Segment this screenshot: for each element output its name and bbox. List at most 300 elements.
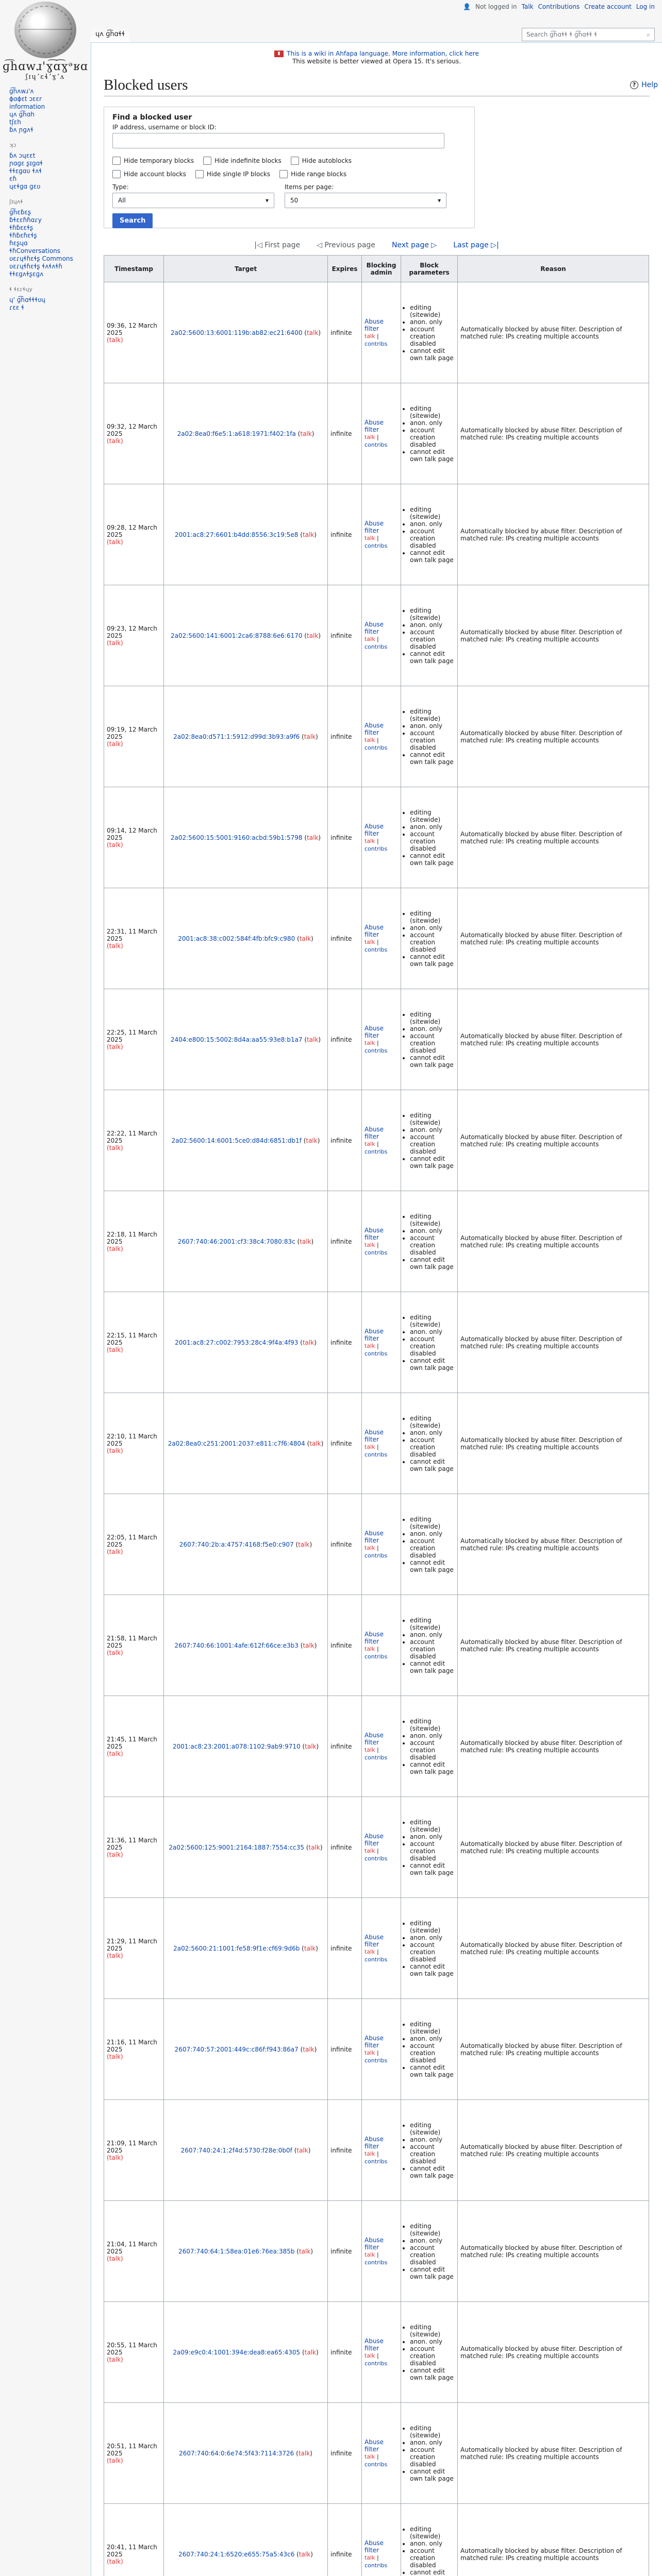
- sidebar-link[interactable]: ɡ͡hɛɓɛʂ: [9, 209, 31, 216]
- timestamp: 22:15, 11 March 2025: [107, 1331, 157, 1346]
- ip-username-input[interactable]: [112, 133, 444, 148]
- admin-contribs-link[interactable]: contribs: [365, 340, 388, 347]
- block-param: • cannot edit own talk page: [410, 1963, 455, 1977]
- admin-contribs-link[interactable]: contribs: [365, 2259, 388, 2266]
- reason-text: Automatically blocked by abuse filter. Description of matched rule: IPs creating multiple accounts: [460, 931, 622, 946]
- ip-talk-link[interactable]: (talk): [107, 639, 123, 647]
- admin-contribs-link[interactable]: contribs: [365, 441, 388, 448]
- sidebar-link[interactable]: ʋɛɾɥɬɦɛɬʂ Commons: [9, 255, 73, 262]
- ip-talk-text[interactable]: talk: [109, 942, 121, 950]
- block-parameters-cell: [401, 888, 458, 989]
- sidebar-link[interactable]: ɬɬɛɡʌɬʂɛɡʌ: [9, 270, 44, 278]
- target-ip-link[interactable]: 2607:740:64:0:6e74:5f43:7114:3726: [179, 2449, 294, 2457]
- ip-talk-text[interactable]: talk: [109, 2053, 121, 2060]
- reason-cell: [458, 2201, 649, 2302]
- reason-text: Automatically blocked by abuse filter. Description of matched rule: IPs creating multiple accounts: [460, 830, 622, 845]
- sidebar-link[interactable]: ɾɛɛ ɬ: [9, 304, 24, 311]
- block-parameters-cell: [401, 989, 458, 1090]
- filter-checkbox[interactable]: [112, 157, 194, 165]
- site-logo[interactable]: [0, 0, 91, 82]
- target-talk-link[interactable]: talk: [302, 531, 315, 538]
- ip-talk-text[interactable]: talk: [109, 1245, 121, 1252]
- target-ip-link[interactable]: 2607:740:2b:a:4757:4168:f5e0:c907: [179, 1540, 294, 1548]
- admin-contribs-link[interactable]: contribs: [365, 2562, 388, 2569]
- target-ip-link[interactable]: 2001:ac8:27:c002:7953:28c4:9f4a:4f93: [175, 1338, 299, 1346]
- reason-cell: [458, 1696, 649, 1797]
- ip-talk-text[interactable]: talk: [109, 2456, 121, 2464]
- ip-talk-text[interactable]: talk: [109, 1043, 121, 1050]
- ip-talk-text[interactable]: talk: [109, 841, 121, 849]
- target-talk-link[interactable]: talk: [303, 2045, 315, 2053]
- admin-link[interactable]: Abuse filter: [365, 2236, 384, 2251]
- next-page-link[interactable]: Next page ▷: [391, 241, 437, 249]
- log-in-link[interactable]: Log in: [636, 3, 655, 10]
- block-param: • editing (sitewide): [410, 2324, 455, 2338]
- params-list: [404, 2324, 455, 2381]
- sidebar-link[interactable]: ʋɛɾɥɬɦɛɬʂ ɬʌɬʌɬɦ: [9, 263, 62, 270]
- target-talk-link[interactable]: talk: [298, 1540, 310, 1548]
- target-talk-link[interactable]: talk: [299, 935, 311, 942]
- filter-checkbox[interactable]: [112, 170, 186, 178]
- block-param: • editing (sitewide): [410, 1617, 455, 1631]
- target-ip-link[interactable]: 2a09:e9c0:4:1001:394e:dea8:ea65:4305: [173, 2348, 301, 2356]
- admin-talk-link[interactable]: talk: [365, 2251, 375, 2258]
- admin-talk-link[interactable]: talk: [365, 1039, 375, 1046]
- admin-link[interactable]: Abuse filter: [365, 2539, 384, 2554]
- block-param: • cannot edit own talk page: [410, 852, 455, 867]
- expires-cell: [328, 1696, 362, 1797]
- admin-talk-link[interactable]: talk: [365, 534, 375, 541]
- admin-link[interactable]: Abuse filter: [365, 1529, 384, 1544]
- ip-talk-link[interactable]: (talk): [107, 1750, 123, 1757]
- personal-tools: [463, 3, 655, 10]
- block-param: • account creation disabled: [410, 1941, 455, 1963]
- admin-contribs-link[interactable]: contribs: [365, 1350, 388, 1357]
- sidebar-link[interactable]: ɦɛʂɥɑ: [9, 240, 28, 247]
- target-ip-link[interactable]: 2a02:5600:21:1001:fe58:9f1e:cf69:9d6b: [173, 1944, 300, 1952]
- blocking-admin-cell: [362, 1595, 401, 1696]
- admin-tools: talk | contribs: [365, 635, 388, 650]
- ip-talk-text[interactable]: talk: [109, 1952, 121, 1959]
- admin-contribs-link[interactable]: contribs: [365, 1956, 388, 1963]
- column-header: Expires: [328, 256, 362, 282]
- target-talk-link[interactable]: talk: [304, 733, 316, 740]
- admin-talk-link[interactable]: talk: [365, 1241, 375, 1248]
- admin-contribs-link[interactable]: contribs: [365, 845, 388, 852]
- search-button[interactable]: Search: [112, 213, 153, 228]
- column-header: Reason: [458, 256, 649, 282]
- admin-link[interactable]: Abuse filter: [365, 1428, 384, 1443]
- params-list: [404, 1617, 455, 1674]
- ip-talk-text[interactable]: talk: [109, 1144, 121, 1151]
- timestamp-cell: [104, 585, 164, 686]
- expires-value: infinite: [330, 733, 352, 740]
- admin-tools: talk | contribs: [365, 2251, 388, 2266]
- admin-contribs-link[interactable]: contribs: [365, 1855, 388, 1862]
- ip-talk-link[interactable]: (talk): [107, 1043, 123, 1050]
- checkbox-box[interactable]: [279, 170, 288, 178]
- admin-talk-link[interactable]: talk: [365, 1443, 375, 1450]
- type-select-value: All: [118, 197, 126, 204]
- target-talk-link[interactable]: talk: [307, 834, 319, 841]
- target-talk-link[interactable]: talk: [308, 1843, 320, 1851]
- table-row: [104, 484, 649, 585]
- target-talk-link[interactable]: talk: [304, 1944, 316, 1952]
- ip-talk-text[interactable]: talk: [109, 437, 121, 445]
- target-cell: 2a02:5600:14:6001:5ce0:d84d:6851:db1f (talk): [164, 1090, 328, 1191]
- reason-text: Automatically blocked by abuse filter. Description of matched rule: IPs creating multiple accounts: [460, 1234, 622, 1249]
- ip-talk-link[interactable]: (talk): [107, 2255, 123, 2262]
- block-param: • anon. only: [410, 2338, 455, 2345]
- block-param: • editing (sitewide): [410, 1415, 455, 1429]
- admin-contribs-link[interactable]: contribs: [365, 1451, 388, 1458]
- target-ip-link[interactable]: 2a02:5600:125:9001:2164:1887:7554:cc35: [169, 1843, 305, 1851]
- ip-talk-link[interactable]: (talk): [107, 1851, 123, 1858]
- namespace-tabs: [91, 27, 129, 42]
- admin-contribs-link[interactable]: contribs: [365, 1552, 388, 1559]
- ip-talk-link[interactable]: (talk): [107, 2154, 123, 2161]
- block-param: • anon. only: [410, 2035, 455, 2042]
- expires-value: infinite: [330, 632, 352, 639]
- checkbox-box[interactable]: [291, 157, 299, 165]
- timestamp-cell: [104, 1090, 164, 1191]
- search-input[interactable]: [522, 28, 655, 41]
- admin-contribs-link[interactable]: contribs: [365, 744, 388, 751]
- admin-link[interactable]: Abuse filter: [365, 2034, 384, 2049]
- admin-contribs-link[interactable]: contribs: [365, 1249, 388, 1256]
- admin-talk-link[interactable]: talk: [365, 736, 375, 743]
- ip-talk-link[interactable]: (talk): [107, 2456, 123, 2464]
- checkbox-label: Hide indefinite blocks: [214, 157, 282, 164]
- sidebar-links: [9, 209, 91, 278]
- sidebar-link[interactable]: ɡ͡hʌwɹ'ʌ: [9, 88, 34, 95]
- admin-talk-link[interactable]: talk: [365, 332, 375, 340]
- expires-cell: [328, 1191, 362, 1292]
- ip-talk-text[interactable]: talk: [109, 2355, 121, 2363]
- target-talk-link[interactable]: talk: [306, 329, 319, 336]
- type-select[interactable]: [112, 193, 274, 208]
- sidebar-link[interactable]: ɛɦ: [9, 175, 17, 182]
- timestamp: 21:36, 11 March 2025: [107, 1836, 157, 1851]
- ip-talk-link[interactable]: (talk): [107, 841, 123, 849]
- site-notice-line1[interactable]: This is a wiki in Ahfapa language. More information, click here: [287, 50, 479, 57]
- ip-talk-link[interactable]: (talk): [107, 942, 123, 950]
- talk-link[interactable]: Talk: [521, 3, 534, 10]
- admin-link[interactable]: Abuse filter: [365, 519, 384, 534]
- target-talk-link[interactable]: talk: [298, 2449, 310, 2457]
- admin-contribs-link[interactable]: contribs: [365, 1148, 388, 1155]
- admin-contribs-link[interactable]: contribs: [365, 542, 388, 549]
- admin-link[interactable]: Abuse filter: [365, 2135, 384, 2150]
- admin-tools: talk | contribs: [365, 534, 388, 549]
- sidebar-link[interactable]: ɬɦɓɛɛɬʂ: [9, 224, 34, 231]
- ip-talk-link[interactable]: (talk): [107, 1346, 123, 1353]
- target-talk-link[interactable]: talk: [305, 1742, 317, 1750]
- contributions-link[interactable]: Contributions: [538, 3, 580, 10]
- admin-talk-link[interactable]: talk: [365, 938, 375, 945]
- sidebar-link[interactable]: ɲɑɡɛ ʂɪɡɑɬ: [9, 160, 43, 167]
- blocking-admin-cell: [362, 1494, 401, 1595]
- checkbox-box[interactable]: [203, 157, 211, 165]
- checkbox-box[interactable]: [195, 170, 204, 178]
- sidebar-link[interactable]: tʃɛh: [9, 118, 21, 126]
- target-ip-link[interactable]: 2001:ac8:23:2001:a078:1102:9ab9:9710: [172, 1742, 301, 1750]
- table-row: [104, 282, 649, 383]
- checkbox-box[interactable]: [112, 157, 121, 165]
- reason-text: Automatically blocked by abuse filter. Description of matched rule: IPs creating multiple accounts: [460, 2042, 622, 2057]
- create-account-link[interactable]: Create account: [584, 3, 632, 10]
- sidebar-link[interactable]: ɥɛɬɡɑ ɡɛʋ: [9, 183, 41, 190]
- ip-talk-link[interactable]: (talk): [107, 538, 123, 546]
- ip-talk-link[interactable]: (talk): [107, 1649, 123, 1656]
- admin-link[interactable]: Abuse filter: [365, 1630, 384, 1645]
- target-ip-link[interactable]: 2607:740:57:2001:449c:c86f:f943:86a7: [174, 2045, 299, 2053]
- admin-link[interactable]: Abuse filter: [365, 418, 384, 433]
- target-talk-link[interactable]: talk: [300, 430, 312, 437]
- ip-talk-link[interactable]: (talk): [107, 740, 123, 748]
- admin-link[interactable]: Abuse filter: [365, 317, 384, 332]
- ip-talk-link[interactable]: (talk): [107, 1245, 123, 1252]
- admin-link[interactable]: Abuse filter: [365, 1832, 384, 1847]
- target-talk-link[interactable]: talk: [302, 1338, 315, 1346]
- expires-value: infinite: [330, 2449, 352, 2457]
- block-param: • anon. only: [410, 1429, 455, 1436]
- admin-contribs-link[interactable]: contribs: [365, 643, 388, 650]
- last-page-link[interactable]: Last page ▷|: [453, 241, 499, 249]
- admin-link[interactable]: Abuse filter: [365, 1226, 384, 1241]
- admin-link[interactable]: Abuse filter: [365, 721, 384, 736]
- target-ip-link[interactable]: 2607:740:24:1:2f4d:5730:f28e:0b0f: [180, 2146, 292, 2154]
- target-talk-link[interactable]: talk: [304, 2348, 316, 2356]
- chevron-down-icon: ▾: [265, 197, 269, 204]
- expires-cell: [328, 2403, 362, 2504]
- expires-cell: [328, 1393, 362, 1494]
- target-talk-link[interactable]: talk: [296, 2146, 308, 2154]
- target-ip-link[interactable]: 2a02:5600:15:5001:9160:acbd:59b1:5798: [170, 834, 303, 841]
- block-parameters-cell: [401, 2302, 458, 2403]
- expires-cell: [328, 888, 362, 989]
- timestamp-cell: [104, 989, 164, 1090]
- ip-talk-text[interactable]: talk: [109, 2557, 121, 2565]
- admin-link[interactable]: Abuse filter: [365, 822, 384, 837]
- timestamp: 20:55, 11 March 2025: [107, 2341, 157, 2356]
- ip-talk-link[interactable]: (talk): [107, 2557, 123, 2565]
- target-ip-link[interactable]: 2a02:5600:13:6001:119b:ab82:ec21:6400: [171, 329, 303, 336]
- admin-link[interactable]: Abuse filter: [365, 1024, 384, 1039]
- admin-talk-link[interactable]: talk: [365, 1342, 375, 1349]
- reason-text: Automatically blocked by abuse filter. Description of matched rule: IPs creating multiple accounts: [460, 2143, 622, 2158]
- block-param: • cannot edit own talk page: [410, 953, 455, 968]
- target-talk-link[interactable]: talk: [303, 1641, 315, 1649]
- admin-talk-link[interactable]: talk: [365, 1140, 375, 1147]
- sidebar-link[interactable]: ɬɦConversations: [9, 247, 61, 255]
- reason-cell: [458, 989, 649, 1090]
- find-blocked-user-form: [104, 107, 475, 228]
- sidebar-link[interactable]: ɸɑɸɛt ɔɛɛr: [9, 95, 42, 103]
- admin-talk-link[interactable]: talk: [365, 2352, 375, 2359]
- admin-link[interactable]: Abuse filter: [365, 1731, 384, 1746]
- table-row: [104, 1898, 649, 1999]
- expires-value: infinite: [330, 1238, 352, 1245]
- admin-contribs-link[interactable]: contribs: [365, 2057, 388, 2064]
- timestamp: 09:36, 12 March 2025: [107, 321, 157, 336]
- expires-value: infinite: [330, 2247, 352, 2255]
- target-talk-link[interactable]: talk: [306, 1137, 318, 1144]
- ip-talk-link[interactable]: (talk): [107, 2355, 123, 2363]
- target-ip-link[interactable]: 2607:740:24:1:6520:e655:75a5:43c6: [178, 2550, 295, 2558]
- admin-talk-link[interactable]: talk: [365, 1544, 375, 1551]
- admin-contribs-link[interactable]: contribs: [365, 1653, 388, 1660]
- tab-special-page[interactable]: ɥʌ ɡ͡hɑɬɬ: [91, 27, 129, 42]
- admin-link[interactable]: Abuse filter: [365, 1125, 384, 1140]
- block-param: • account creation disabled: [410, 931, 455, 953]
- target-talk-link[interactable]: talk: [299, 2550, 311, 2558]
- sidebar-link[interactable]: ɥʌ ɡ͡hɑh: [9, 111, 35, 118]
- target-ip-link[interactable]: 2a02:5600:14:6001:5ce0:d84d:6851:db1f: [171, 1137, 302, 1144]
- timestamp: 22:31, 11 March 2025: [107, 927, 157, 942]
- admin-talk-link[interactable]: talk: [365, 2150, 375, 2157]
- sidebar-link[interactable]: ɥ' ɡ͡hɑɬɬɬʋɥ: [9, 296, 45, 303]
- admin-talk-link[interactable]: talk: [365, 1645, 375, 1652]
- ip-talk-text[interactable]: talk: [109, 1649, 121, 1656]
- target-talk-link[interactable]: talk: [299, 2247, 311, 2255]
- target-ip-link[interactable]: 2607:740:66:1001:4afe:612f:66ce:e3b3: [174, 1641, 299, 1649]
- target-ip-link[interactable]: 2a02:8ea0:d571:1:5912:d99d:3b93:a9f6: [173, 733, 300, 740]
- logo-wordmark: ɡ͡hɑwɹ'ɣ͡ɑ͡ɣᵊʁɑ: [2, 60, 89, 73]
- ip-talk-text[interactable]: talk: [109, 639, 121, 647]
- target-ip-link[interactable]: 2001:ac8:38:c002:584f:4fb:bfc9:c980: [178, 935, 295, 942]
- ip-talk-text[interactable]: talk: [109, 2255, 121, 2262]
- filter-checkbox[interactable]: [203, 157, 282, 165]
- target-ip-link[interactable]: 2404:e800:15:5002:8d4a:aa55:93e8:b1a7: [170, 1036, 303, 1043]
- block-param: • cannot edit own talk page: [410, 751, 455, 766]
- admin-contribs-link[interactable]: contribs: [365, 1047, 388, 1054]
- sidebar-link[interactable]: ɬɬɛɡɑʋ ɬʌɬ: [9, 167, 42, 175]
- filter-checkbox[interactable]: [291, 157, 352, 165]
- admin-link[interactable]: Abuse filter: [365, 2337, 384, 2352]
- help-link[interactable]: [630, 81, 658, 89]
- sidebar-link[interactable]: ɓɬɛɛɦɦɑɾy: [9, 216, 42, 224]
- ip-talk-text[interactable]: talk: [109, 740, 121, 748]
- admin-link[interactable]: Abuse filter: [365, 1933, 384, 1948]
- admin-tools: talk | contribs: [365, 1645, 388, 1660]
- admin-contribs-link[interactable]: contribs: [365, 946, 388, 953]
- reason-text: Automatically blocked by abuse filter. Description of matched rule: IPs creating multiple accounts: [460, 1537, 622, 1552]
- admin-talk-link[interactable]: talk: [365, 837, 375, 844]
- admin-contribs-link[interactable]: contribs: [365, 2461, 388, 2468]
- admin-contribs-link[interactable]: contribs: [365, 1754, 388, 1761]
- ip-talk-text[interactable]: talk: [109, 2154, 121, 2161]
- admin-link[interactable]: Abuse filter: [365, 1327, 384, 1342]
- expires-value: infinite: [330, 834, 352, 841]
- target-ip-link[interactable]: 2a02:8ea0:c251:2001:2037:e811:c7f6:4804: [168, 1439, 305, 1447]
- target-ip-link[interactable]: 2a02:5600:141:6001:2ca6:8788:6e6:6170: [170, 632, 303, 639]
- admin-talk-link[interactable]: talk: [365, 2554, 375, 2561]
- target-talk-link[interactable]: talk: [300, 1238, 311, 1245]
- reason-cell: [458, 686, 649, 787]
- blocking-admin-cell: [362, 2302, 401, 2403]
- ip-talk-text[interactable]: talk: [109, 1447, 121, 1454]
- main-content: [91, 42, 662, 2576]
- target-talk-link[interactable]: talk: [307, 1036, 319, 1043]
- checkbox-label: Hide range blocks: [291, 171, 347, 178]
- ip-talk-link[interactable]: (talk): [107, 1447, 123, 1454]
- items-per-page-select[interactable]: [285, 193, 446, 208]
- target-ip-link[interactable]: 2607:740:64:1:58ea:01e6:76ea:385b: [178, 2247, 295, 2255]
- timestamp: 09:23, 12 March 2025: [107, 624, 157, 639]
- block-param: • cannot edit own talk page: [410, 650, 455, 665]
- admin-link[interactable]: Abuse filter: [365, 620, 384, 635]
- form-legend: Find a blocked user: [112, 113, 192, 122]
- ip-talk-text[interactable]: talk: [109, 1548, 121, 1555]
- target-talk-link[interactable]: talk: [309, 1439, 321, 1447]
- admin-talk-link[interactable]: talk: [365, 1847, 375, 1854]
- sidebar-link[interactable]: ɓʌ ɔɥɛɛt: [9, 152, 36, 159]
- items-per-page-value: 50: [290, 197, 299, 204]
- ip-talk-link[interactable]: (talk): [107, 1952, 123, 1959]
- ip-talk-link[interactable]: (talk): [107, 2053, 123, 2060]
- admin-talk-link[interactable]: talk: [365, 1948, 375, 1955]
- expires-value: infinite: [330, 1439, 352, 1447]
- ip-talk-text[interactable]: talk: [109, 1750, 121, 1757]
- admin-link[interactable]: Abuse filter: [365, 2438, 384, 2453]
- admin-contribs-link[interactable]: contribs: [365, 2360, 388, 2367]
- sidebar-link[interactable]: information: [9, 103, 45, 110]
- help-label[interactable]: Help: [641, 81, 658, 89]
- checkbox-box[interactable]: [112, 170, 121, 178]
- filter-checkbox[interactable]: [195, 170, 270, 178]
- ip-talk-link[interactable]: (talk): [107, 1548, 123, 1555]
- admin-contribs-link[interactable]: contribs: [365, 2158, 388, 2165]
- flag-icon: ▮: [274, 50, 284, 57]
- ip-talk-link[interactable]: (talk): [107, 437, 123, 445]
- admin-tools: talk | contribs: [365, 1443, 388, 1458]
- admin-tools: talk | contribs: [365, 938, 388, 953]
- search-icon[interactable]: ⌕: [647, 31, 650, 38]
- sidebar-link[interactable]: ɓʌ ɲɡʌɬ: [9, 126, 34, 133]
- admin-talk-link[interactable]: talk: [365, 2453, 375, 2460]
- block-param: • editing (sitewide): [410, 910, 455, 924]
- filter-checkbox[interactable]: [279, 170, 346, 178]
- admin-tools: talk | contribs: [365, 2453, 388, 2468]
- timestamp: 09:19, 12 March 2025: [107, 725, 157, 740]
- ip-talk-link[interactable]: (talk): [107, 1144, 123, 1151]
- block-param: • editing (sitewide): [410, 1011, 455, 1025]
- admin-talk-link[interactable]: talk: [365, 2049, 375, 2056]
- block-param: • account creation disabled: [410, 2345, 455, 2367]
- ip-talk-link[interactable]: (talk): [107, 336, 123, 344]
- admin-link[interactable]: Abuse filter: [365, 923, 384, 938]
- ip-talk-text[interactable]: talk: [109, 336, 121, 344]
- target-ip-link[interactable]: 2001:ac8:27:6601:b4dd:8556:3c19:5e8: [175, 531, 299, 538]
- admin-talk-link[interactable]: talk: [365, 1746, 375, 1753]
- admin-talk-link[interactable]: talk: [365, 635, 375, 642]
- ip-talk-text[interactable]: talk: [109, 538, 121, 546]
- admin-talk-link[interactable]: talk: [365, 433, 375, 440]
- block-param: • cannot edit own talk page: [410, 2468, 455, 2482]
- target-ip-link[interactable]: 2607:740:46:2001:cf3:38c4:7080:83c: [177, 1238, 295, 1245]
- table-header-row: [104, 256, 649, 282]
- block-param: • anon. only: [410, 1631, 455, 1638]
- params-list: [404, 1314, 455, 1371]
- target-talk-link[interactable]: talk: [306, 632, 319, 639]
- admin-tools: talk | contribs: [365, 1342, 388, 1357]
- ip-talk-text[interactable]: talk: [109, 1346, 121, 1353]
- ip-talk-text[interactable]: talk: [109, 1851, 121, 1858]
- target-ip-link[interactable]: 2a02:8ea0:f6e5:1:a618:1971:f402:1fa: [177, 430, 296, 437]
- timestamp: 09:14, 12 March 2025: [107, 826, 157, 841]
- sidebar-link[interactable]: ɬɦɓɛɦɛɬʂ: [9, 232, 37, 239]
